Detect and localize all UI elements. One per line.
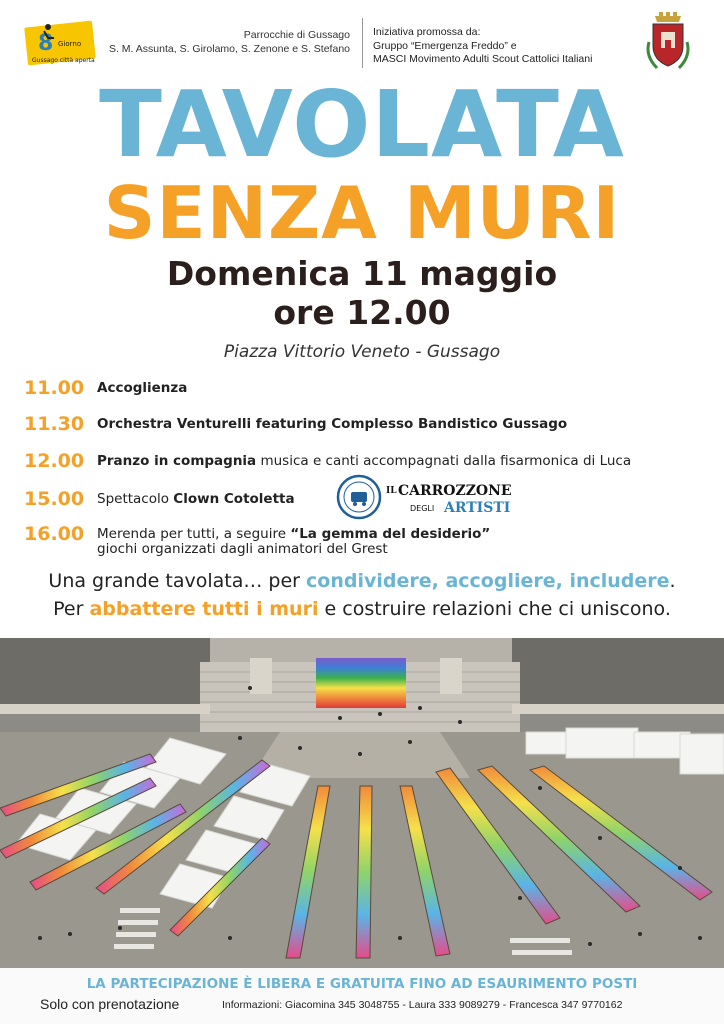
- schedule-item: [24, 375, 704, 401]
- schedule-time: 15.00: [24, 488, 85, 510]
- schedule-bold: Pranzo in compagnia: [97, 453, 257, 469]
- carrozzone-il: IL: [386, 486, 397, 496]
- slogan-line-1: [0, 568, 724, 594]
- slogan-text: Una grande tavolata… per: [48, 570, 307, 592]
- schedule-bold: Orchestra Venturelli featuring Complesso Bandistico Gussago: [97, 416, 568, 432]
- promoters-block: [373, 26, 623, 67]
- schedule-item: [24, 411, 704, 437]
- event-place: Piazza Vittorio Veneto - Gussago: [223, 342, 501, 362]
- slogan-text: e costruire relazioni che ci uniscono.: [318, 598, 671, 620]
- schedule-pre: Merenda per tutti, a seguire: [97, 526, 291, 542]
- schedule-desc: [97, 486, 295, 512]
- municipal-crest-icon: [643, 12, 693, 76]
- carrozzone-artisti: ARTISTI: [444, 500, 511, 516]
- event-date: Domenica 11 maggio: [166, 254, 558, 293]
- clown-association-logo: [336, 474, 382, 520]
- contact-info: Informazioni: Giacomina 345 3048755 - Laura 333 9089279 - Francesca 347 9770162: [222, 999, 623, 1011]
- header-divider: [362, 18, 363, 68]
- schedule-item: [24, 521, 704, 557]
- slogan-text: Per: [53, 598, 90, 620]
- schedule-bold: Clown Cotoletta: [173, 491, 295, 507]
- schedule-bold: “La gemma del desiderio”: [290, 526, 491, 542]
- logo-text-bottom: Gussago città aperta: [32, 57, 95, 64]
- schedule-desc: [97, 448, 631, 474]
- parishes-block: [102, 28, 350, 56]
- schedule-time: 11.00: [24, 377, 85, 399]
- slogan-highlight-blue: condividere, accogliere, includere: [306, 570, 670, 592]
- carrozzone-degli: DEGLI: [410, 504, 435, 513]
- participation-note: LA PARTECIPAZIONE È LIBERA E GRATUITA FINO AD ESAURIMENTO POSTI: [86, 976, 638, 992]
- schedule-item: [24, 448, 704, 474]
- aerial-event-photo: [0, 638, 724, 968]
- parishes-line-1: Parrocchie di Gussago: [243, 29, 350, 41]
- gussago-citta-aperta-logo: [24, 18, 98, 68]
- schedule-rest: musica e canti accompagnati dalla fisarmonica di Luca: [256, 453, 632, 469]
- carrozzone-main: CARROZZONE: [398, 483, 512, 499]
- logo-number: 8: [38, 31, 54, 56]
- title-line-2: SENZA MURI: [103, 171, 621, 255]
- title-line-1: TAVOLATA: [99, 71, 625, 178]
- event-time: ore 12.00: [273, 293, 451, 332]
- schedule-pre: Spettacolo: [97, 491, 174, 507]
- parishes-line-2: S. M. Assunta, S. Girolamo, S. Zenone e S. Stefano: [108, 43, 350, 55]
- schedule-bold: Accoglienza: [97, 380, 188, 396]
- schedule-desc: [97, 375, 187, 401]
- slogan-line-2: [0, 596, 724, 622]
- carrozzone-degli-artisti-logo: [386, 479, 514, 517]
- schedule-time: 16.00: [24, 523, 85, 545]
- schedule-time: 11.30: [24, 413, 85, 435]
- schedule-line-2: giochi organizzati dagli animatori del Grest: [97, 541, 388, 557]
- booking-note: Solo con prenotazione: [40, 996, 180, 1012]
- promoters-line-3: MASCI Movimento Adulti Scout Cattolici Italiani: [373, 53, 593, 65]
- slogan-highlight-orange: abbattere tutti i muri: [89, 598, 319, 620]
- promoters-line-1: Iniziativa promossa da:: [373, 26, 481, 38]
- schedule-time: 12.00: [24, 450, 85, 472]
- logo-text-top: Giorno: [58, 40, 82, 48]
- slogan-text: .: [669, 570, 676, 592]
- promoters-line-2: Gruppo “Emergenza Freddo” e: [373, 39, 517, 52]
- schedule-desc: [97, 411, 567, 437]
